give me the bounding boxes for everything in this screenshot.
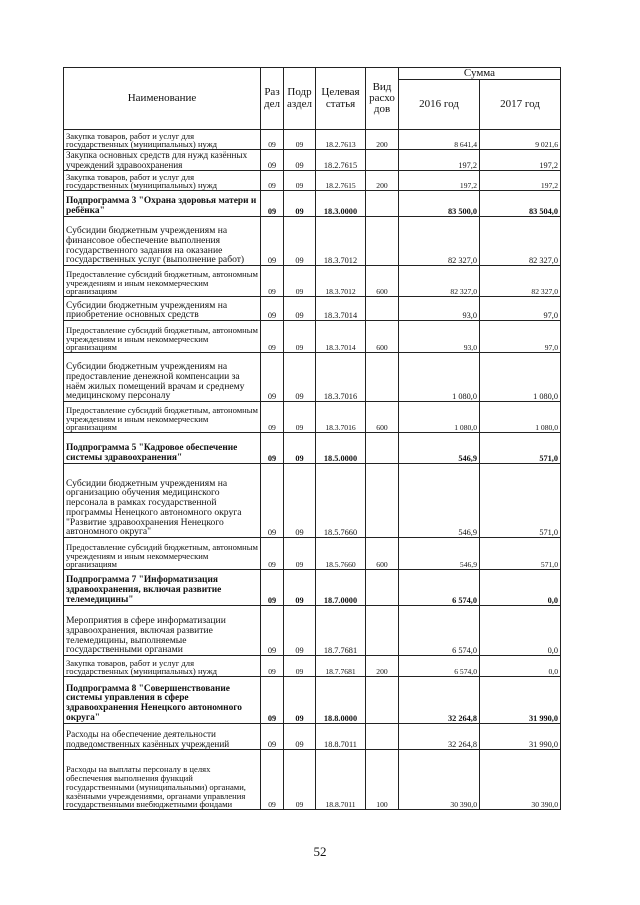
- table-row: [64, 464, 561, 538]
- row-section: 09: [261, 130, 284, 150]
- row-2017: 197,2: [480, 150, 561, 171]
- row-name: Предоставление субсидий бюджетным, автономным учреждениям и иным некоммерческим организациям: [64, 402, 261, 433]
- row-kind: 100: [366, 750, 399, 810]
- row-2016: 93,0: [399, 321, 480, 353]
- row-name: Закупка товаров, работ и услуг для государственных (муниципальных) нужд: [64, 656, 261, 677]
- row-subsection: 09: [284, 570, 316, 606]
- row-2017: 0,0: [480, 656, 561, 677]
- header-section: Раз дел: [261, 68, 284, 130]
- row-section: 09: [261, 750, 284, 810]
- row-subsection: 09: [284, 191, 316, 217]
- row-2016: 8 641,4: [399, 130, 480, 150]
- row-2016: 1 080,0: [399, 402, 480, 433]
- row-name: Подпрограмма 8 "Совершенствование системы управления в сфере здравоохранения Ненецкого автономного округа": [64, 677, 261, 724]
- row-kind: 200: [366, 171, 399, 191]
- row-subsection: 09: [284, 538, 316, 570]
- row-2017: 197,2: [480, 171, 561, 191]
- row-subsection: 09: [284, 321, 316, 353]
- row-subsection: 09: [284, 297, 316, 321]
- row-subsection: 09: [284, 130, 316, 150]
- table-row: [64, 130, 561, 150]
- row-target: 18.3.7016: [316, 353, 366, 402]
- row-2017: 571,0: [480, 464, 561, 538]
- row-name: Подпрограмма 7 "Информатизация здравоохранения, включая развитие телемедицины": [64, 570, 261, 606]
- table-row: [64, 217, 561, 266]
- row-2016: 32 264,8: [399, 677, 480, 724]
- row-2017: 31 990,0: [480, 677, 561, 724]
- row-name: Расходы на обеспечение деятельности подведомственных казённых учреждений: [64, 724, 261, 750]
- row-2016: 83 500,0: [399, 191, 480, 217]
- row-subsection: 09: [284, 606, 316, 656]
- row-subsection: 09: [284, 266, 316, 297]
- table-row: [64, 171, 561, 191]
- row-subsection: 09: [284, 656, 316, 677]
- row-target: 18.7.7681: [316, 656, 366, 677]
- row-2016: 197,2: [399, 171, 480, 191]
- row-target: 18.7.0000: [316, 570, 366, 606]
- row-target: 18.3.7012: [316, 217, 366, 266]
- row-2017: 30 390,0: [480, 750, 561, 810]
- header-sum: Сумма: [399, 68, 561, 80]
- row-kind: 600: [366, 321, 399, 353]
- table-row: [64, 402, 561, 433]
- table-row: [64, 677, 561, 724]
- row-kind: [366, 570, 399, 606]
- row-kind: [366, 297, 399, 321]
- row-2017: 1 080,0: [480, 402, 561, 433]
- row-name: Предоставление субсидий бюджетным, автономным учреждениям и иным некоммерческим организациям: [64, 538, 261, 570]
- table-row: [64, 266, 561, 297]
- row-target: 18.5.0000: [316, 433, 366, 464]
- row-target: 18.3.0000: [316, 191, 366, 217]
- table-row: [64, 724, 561, 750]
- row-target: 18.7.7681: [316, 606, 366, 656]
- row-target: 18.3.7014: [316, 321, 366, 353]
- table-row: [64, 321, 561, 353]
- table-row: [64, 191, 561, 217]
- row-name: Субсидии бюджетным учреждениям на предоставление денежной компенсации за наём жилых помещений врачам и среднему медицинскому персоналу: [64, 353, 261, 402]
- row-name: Субсидии бюджетным учреждениям на финансовое обеспечение выполнения государственного задания на оказание государственных услуг (выполнение работ): [64, 217, 261, 266]
- row-subsection: 09: [284, 464, 316, 538]
- row-2016: 82 327,0: [399, 217, 480, 266]
- row-name: Закупка основных средств для нужд казённых учреждений здравоохранения: [64, 150, 261, 171]
- row-name: Субсидии бюджетным учреждениям на приобретение основных средств: [64, 297, 261, 321]
- row-kind: [366, 217, 399, 266]
- header-2017: 2017 год: [480, 80, 561, 130]
- row-2017: 83 504,0: [480, 191, 561, 217]
- row-2016: 546,9: [399, 464, 480, 538]
- row-name: Предоставление субсидий бюджетным, автономным учреждениям и иным некоммерческим организациям: [64, 321, 261, 353]
- table-row: [64, 656, 561, 677]
- row-section: 09: [261, 191, 284, 217]
- row-2017: 1 080,0: [480, 353, 561, 402]
- table-row: [64, 297, 561, 321]
- row-target: 18.5.7660: [316, 464, 366, 538]
- header-name: Наименование: [64, 68, 261, 130]
- row-subsection: 09: [284, 750, 316, 810]
- row-section: 09: [261, 724, 284, 750]
- row-2016: 82 327,0: [399, 266, 480, 297]
- row-2016: 6 574,0: [399, 656, 480, 677]
- row-kind: 600: [366, 266, 399, 297]
- row-name: Закупка товаров, работ и услуг для государственных (муниципальных) нужд: [64, 130, 261, 150]
- row-subsection: 09: [284, 217, 316, 266]
- row-subsection: 09: [284, 353, 316, 402]
- row-subsection: 09: [284, 402, 316, 433]
- header-2016: 2016 год: [399, 80, 480, 130]
- row-kind: [366, 724, 399, 750]
- row-kind: 200: [366, 656, 399, 677]
- row-2016: 546,9: [399, 538, 480, 570]
- row-2016: 1 080,0: [399, 353, 480, 402]
- row-2017: 0,0: [480, 570, 561, 606]
- row-section: 09: [261, 217, 284, 266]
- row-kind: 600: [366, 402, 399, 433]
- table-row: [64, 433, 561, 464]
- row-target: 18.5.7660: [316, 538, 366, 570]
- row-section: 09: [261, 321, 284, 353]
- row-name: Расходы на выплаты персоналу в целях обеспечения выполнения функций государственными (муниципальными) органами, казёнными учреждениями, органами управления государственными внебюджетными фондами: [64, 750, 261, 810]
- row-target: 18.3.7012: [316, 266, 366, 297]
- row-2017: 82 327,0: [480, 266, 561, 297]
- row-2017: 9 021,6: [480, 130, 561, 150]
- row-subsection: 09: [284, 150, 316, 171]
- row-section: 09: [261, 433, 284, 464]
- row-name: Субсидии бюджетным учреждениям на организацию обучения медицинского персонала в рамках государственной программы Ненецкого автономного округа "Развитие здравоохранения Ненецкого автономного округа": [64, 464, 261, 538]
- row-section: 09: [261, 677, 284, 724]
- row-name: Закупка товаров, работ и услуг для государственных (муниципальных) нужд: [64, 171, 261, 191]
- row-2016: 93,0: [399, 297, 480, 321]
- row-2016: 6 574,0: [399, 570, 480, 606]
- header-target: Целевая статья: [316, 68, 366, 130]
- page-number: 52: [313, 844, 327, 859]
- header-row: [64, 68, 561, 80]
- row-target: 18.3.7016: [316, 402, 366, 433]
- table-row: [64, 606, 561, 656]
- row-section: 09: [261, 266, 284, 297]
- row-section: 09: [261, 570, 284, 606]
- row-subsection: 09: [284, 171, 316, 191]
- table-row: [64, 353, 561, 402]
- row-section: 09: [261, 656, 284, 677]
- row-target: 18.8.7011: [316, 724, 366, 750]
- table-row: [64, 538, 561, 570]
- header-kind: Вид расхо дов: [366, 68, 399, 130]
- row-kind: [366, 606, 399, 656]
- table-row: [64, 750, 561, 810]
- row-name: Мероприятия в сфере информатизации здравоохранения, включая развитие телемедицины, выполняемые государственными органами: [64, 606, 261, 656]
- row-kind: [366, 433, 399, 464]
- row-2017: 571,0: [480, 433, 561, 464]
- row-2016: 30 390,0: [399, 750, 480, 810]
- row-subsection: 09: [284, 724, 316, 750]
- row-kind: [366, 150, 399, 171]
- row-section: 09: [261, 538, 284, 570]
- row-name: Подпрограмма 5 "Кадровое обеспечение системы здравоохранения": [64, 433, 261, 464]
- row-2017: 0,0: [480, 606, 561, 656]
- row-2017: 571,0: [480, 538, 561, 570]
- table-row: [64, 150, 561, 171]
- row-target: 18.2.7615: [316, 171, 366, 191]
- row-2016: 6 574,0: [399, 606, 480, 656]
- row-kind: [366, 464, 399, 538]
- row-kind: [366, 191, 399, 217]
- row-section: 09: [261, 464, 284, 538]
- budget-table: [63, 67, 561, 810]
- row-target: 18.8.7011: [316, 750, 366, 810]
- row-2017: 97,0: [480, 297, 561, 321]
- row-subsection: 09: [284, 677, 316, 724]
- row-name: Подпрограмма 3 "Охрана здоровья матери и ребёнка": [64, 191, 261, 217]
- row-2016: 32 264,8: [399, 724, 480, 750]
- header-subsection: Подр аздел: [284, 68, 316, 130]
- row-subsection: 09: [284, 433, 316, 464]
- row-name: Предоставление субсидий бюджетным, автономным учреждениям и иным некоммерческим организациям: [64, 266, 261, 297]
- row-2017: 97,0: [480, 321, 561, 353]
- row-section: 09: [261, 353, 284, 402]
- row-target: 18.2.7613: [316, 130, 366, 150]
- row-target: 18.2.7615: [316, 150, 366, 171]
- row-section: 09: [261, 402, 284, 433]
- row-section: 09: [261, 297, 284, 321]
- row-2016: 546,9: [399, 433, 480, 464]
- row-section: 09: [261, 606, 284, 656]
- row-2017: 82 327,0: [480, 217, 561, 266]
- row-section: 09: [261, 171, 284, 191]
- row-kind: [366, 353, 399, 402]
- row-target: 18.3.7014: [316, 297, 366, 321]
- row-kind: [366, 677, 399, 724]
- row-kind: 200: [366, 130, 399, 150]
- row-target: 18.8.0000: [316, 677, 366, 724]
- row-2017: 31 990,0: [480, 724, 561, 750]
- row-2016: 197,2: [399, 150, 480, 171]
- table-row: [64, 570, 561, 606]
- row-section: 09: [261, 150, 284, 171]
- row-kind: 600: [366, 538, 399, 570]
